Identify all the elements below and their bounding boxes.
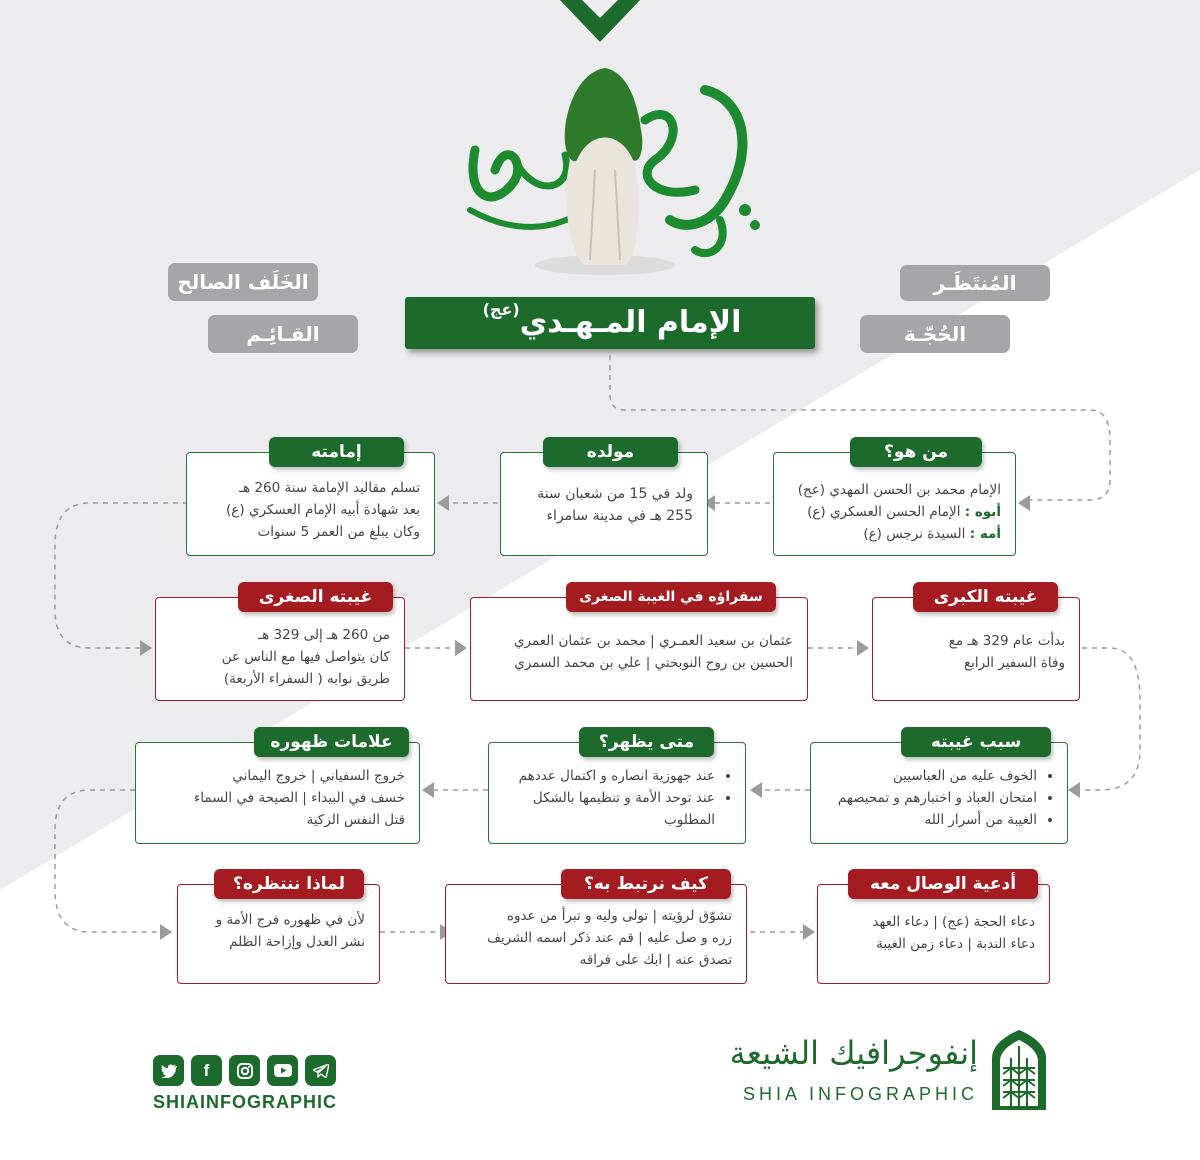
envoys-line2: الحسين بن روح النوبختي | علي بن محمد السمري: [514, 655, 793, 671]
birth-line2: 255 هـ في مدينة سامراء: [546, 508, 693, 524]
signs-line1: خروج السفياني | خروج اليماني: [232, 768, 405, 784]
box-envoys-title: سفراؤه في الغيبة الصغرى: [566, 582, 776, 612]
arrow-icon: [1068, 782, 1080, 798]
box-minor-title: غيبته الصغرى: [238, 582, 393, 612]
signs-line3: قتل النفس الزكية: [306, 812, 405, 828]
instagram-icon[interactable]: [229, 1055, 260, 1086]
who-father-label: أبوه :: [964, 504, 1001, 520]
logo-english-text: SHIA INFOGRAPHIC: [742, 1084, 978, 1104]
box-imamate-title: إمامته: [269, 437, 404, 467]
signs-line2: خسف في البيداء | الصيحة في السماء: [193, 790, 405, 806]
brand-logo: [720, 1028, 1050, 1113]
tag-hujja: الحُجّـة: [860, 315, 1010, 353]
box-connect: [445, 874, 747, 984]
youtube-icon[interactable]: [267, 1055, 298, 1086]
arrow-icon: [422, 782, 434, 798]
who-father-value: الإمام الحسن العسكري (ع): [807, 504, 965, 520]
reason-item-1: • الخوف عليه من العباسيين: [819, 765, 1037, 787]
arrow-icon: [455, 640, 467, 656]
box-reason-title: سبب غيبته: [901, 727, 1051, 757]
arrow-icon: [160, 924, 172, 940]
who-line1: الإمام محمد بن الحسن المهدي (عج): [797, 482, 1001, 498]
arrow-icon: [437, 495, 449, 511]
box-connect-title: كيف نرتبط به؟: [561, 869, 731, 899]
box-why: [177, 874, 380, 984]
when-item-1: • عند جهوزية انصاره و اكتمال عددهم: [497, 765, 715, 787]
social-handle: SHIAINFOGRAPHIC: [153, 1092, 338, 1112]
telegram-icon[interactable]: [305, 1055, 336, 1086]
arrow-icon: [803, 924, 815, 940]
birth-line1: ولد في 15 من شعبان سنة: [537, 486, 693, 502]
why-line1: لأن في ظهوره فرج الأمة و: [215, 912, 365, 928]
major-line1: بدأت عام 329 هـ مع: [948, 633, 1065, 649]
box-imamate: [186, 442, 435, 556]
tag-qaim: القـائِـم: [208, 315, 358, 353]
duas-line1: دعاء الحجة (عج) | دعاء العهد: [872, 914, 1035, 930]
arrow-icon: [750, 782, 762, 798]
box-signs-title: علامات ظهوره: [254, 727, 409, 757]
box-who: [773, 442, 1016, 556]
box-signs: [135, 732, 420, 844]
mosque-window-icon: [988, 1028, 1050, 1110]
twitter-icon[interactable]: [153, 1055, 184, 1086]
box-minor-occultation: [155, 587, 405, 701]
when-item-2: • عند توحد الأمة و تنظيمها بالشكل المطلوب: [497, 787, 715, 831]
imamate-line2: بعد شهادة أبيه الإمام العسكري (ع): [226, 502, 420, 518]
minor-line2: كان يتواصل فيها مع الناس عن: [221, 649, 390, 665]
tag-khalaf: الخَلَف الصالح: [168, 263, 318, 301]
box-envoys: [470, 589, 808, 701]
box-when: [488, 732, 746, 844]
box-who-title: من هو؟: [850, 437, 982, 467]
tag-muntazar: المُنتَظَـر: [900, 265, 1050, 301]
box-when-title: متى يظهر؟: [579, 727, 714, 757]
arrow-icon: [857, 640, 869, 656]
connect-line1: تشوّق لرؤيته | تولى وليه و تبرأ من عدوه: [506, 908, 732, 924]
box-duas: [817, 874, 1050, 984]
envoys-line1: عثمان بن سعيد العمـري | محمد بن عثمان العمري: [513, 633, 793, 649]
duas-line2: دعاء الندبة | دعاء زمن الغيبة: [876, 936, 1035, 952]
main-title-suffix: (عج): [482, 300, 520, 319]
minor-line1: من 260 هـ إلى 329 هـ: [258, 627, 390, 643]
connect-line2: زره و صل عليه | قم عند ذكر اسمه الشريف: [486, 930, 732, 946]
reason-item-2: • امتحان العباد و اختبارهم و تمحيصهم: [819, 787, 1037, 809]
minor-line3: طريق نوابه ( السفراء الأربعة): [223, 671, 390, 687]
box-birth: [500, 442, 708, 556]
arrow-icon: [140, 640, 152, 656]
box-duas-title: أدعية الوصال معه: [848, 869, 1038, 899]
logo-arabic-text: إنفوجرافيك الشيعة: [729, 1034, 978, 1072]
imamate-line1: تسلم مقاليد الإمامة سنة 260 هـ: [239, 480, 420, 496]
connect-line3: تصدق عنه | ابك على فراقه: [579, 952, 732, 968]
main-title-text: الإمام المـهـدي: [519, 305, 742, 340]
facebook-icon[interactable]: f: [191, 1055, 222, 1086]
box-why-title: لماذا ننتظره؟: [214, 869, 364, 899]
major-line2: وفاة السفير الرابع: [963, 655, 1065, 671]
social-block: [153, 1055, 338, 1113]
reason-item-3: • الغيبة من أسرار الله: [819, 809, 1037, 831]
box-major-title: غيبته الكبرى: [913, 582, 1058, 612]
who-mother-label: أمه :: [969, 526, 1001, 542]
why-line2: نشر العدل وإزاحة الظلم: [229, 934, 365, 950]
box-birth-title: مولده: [543, 437, 678, 467]
imamate-line3: وكان يبلغ من العمر 5 سنوات: [257, 524, 420, 540]
arrow-icon: [1018, 495, 1030, 511]
box-reason: [810, 732, 1068, 844]
box-major-occultation: [872, 587, 1080, 701]
who-mother-value: السيدة نرجس (ع): [863, 526, 970, 542]
